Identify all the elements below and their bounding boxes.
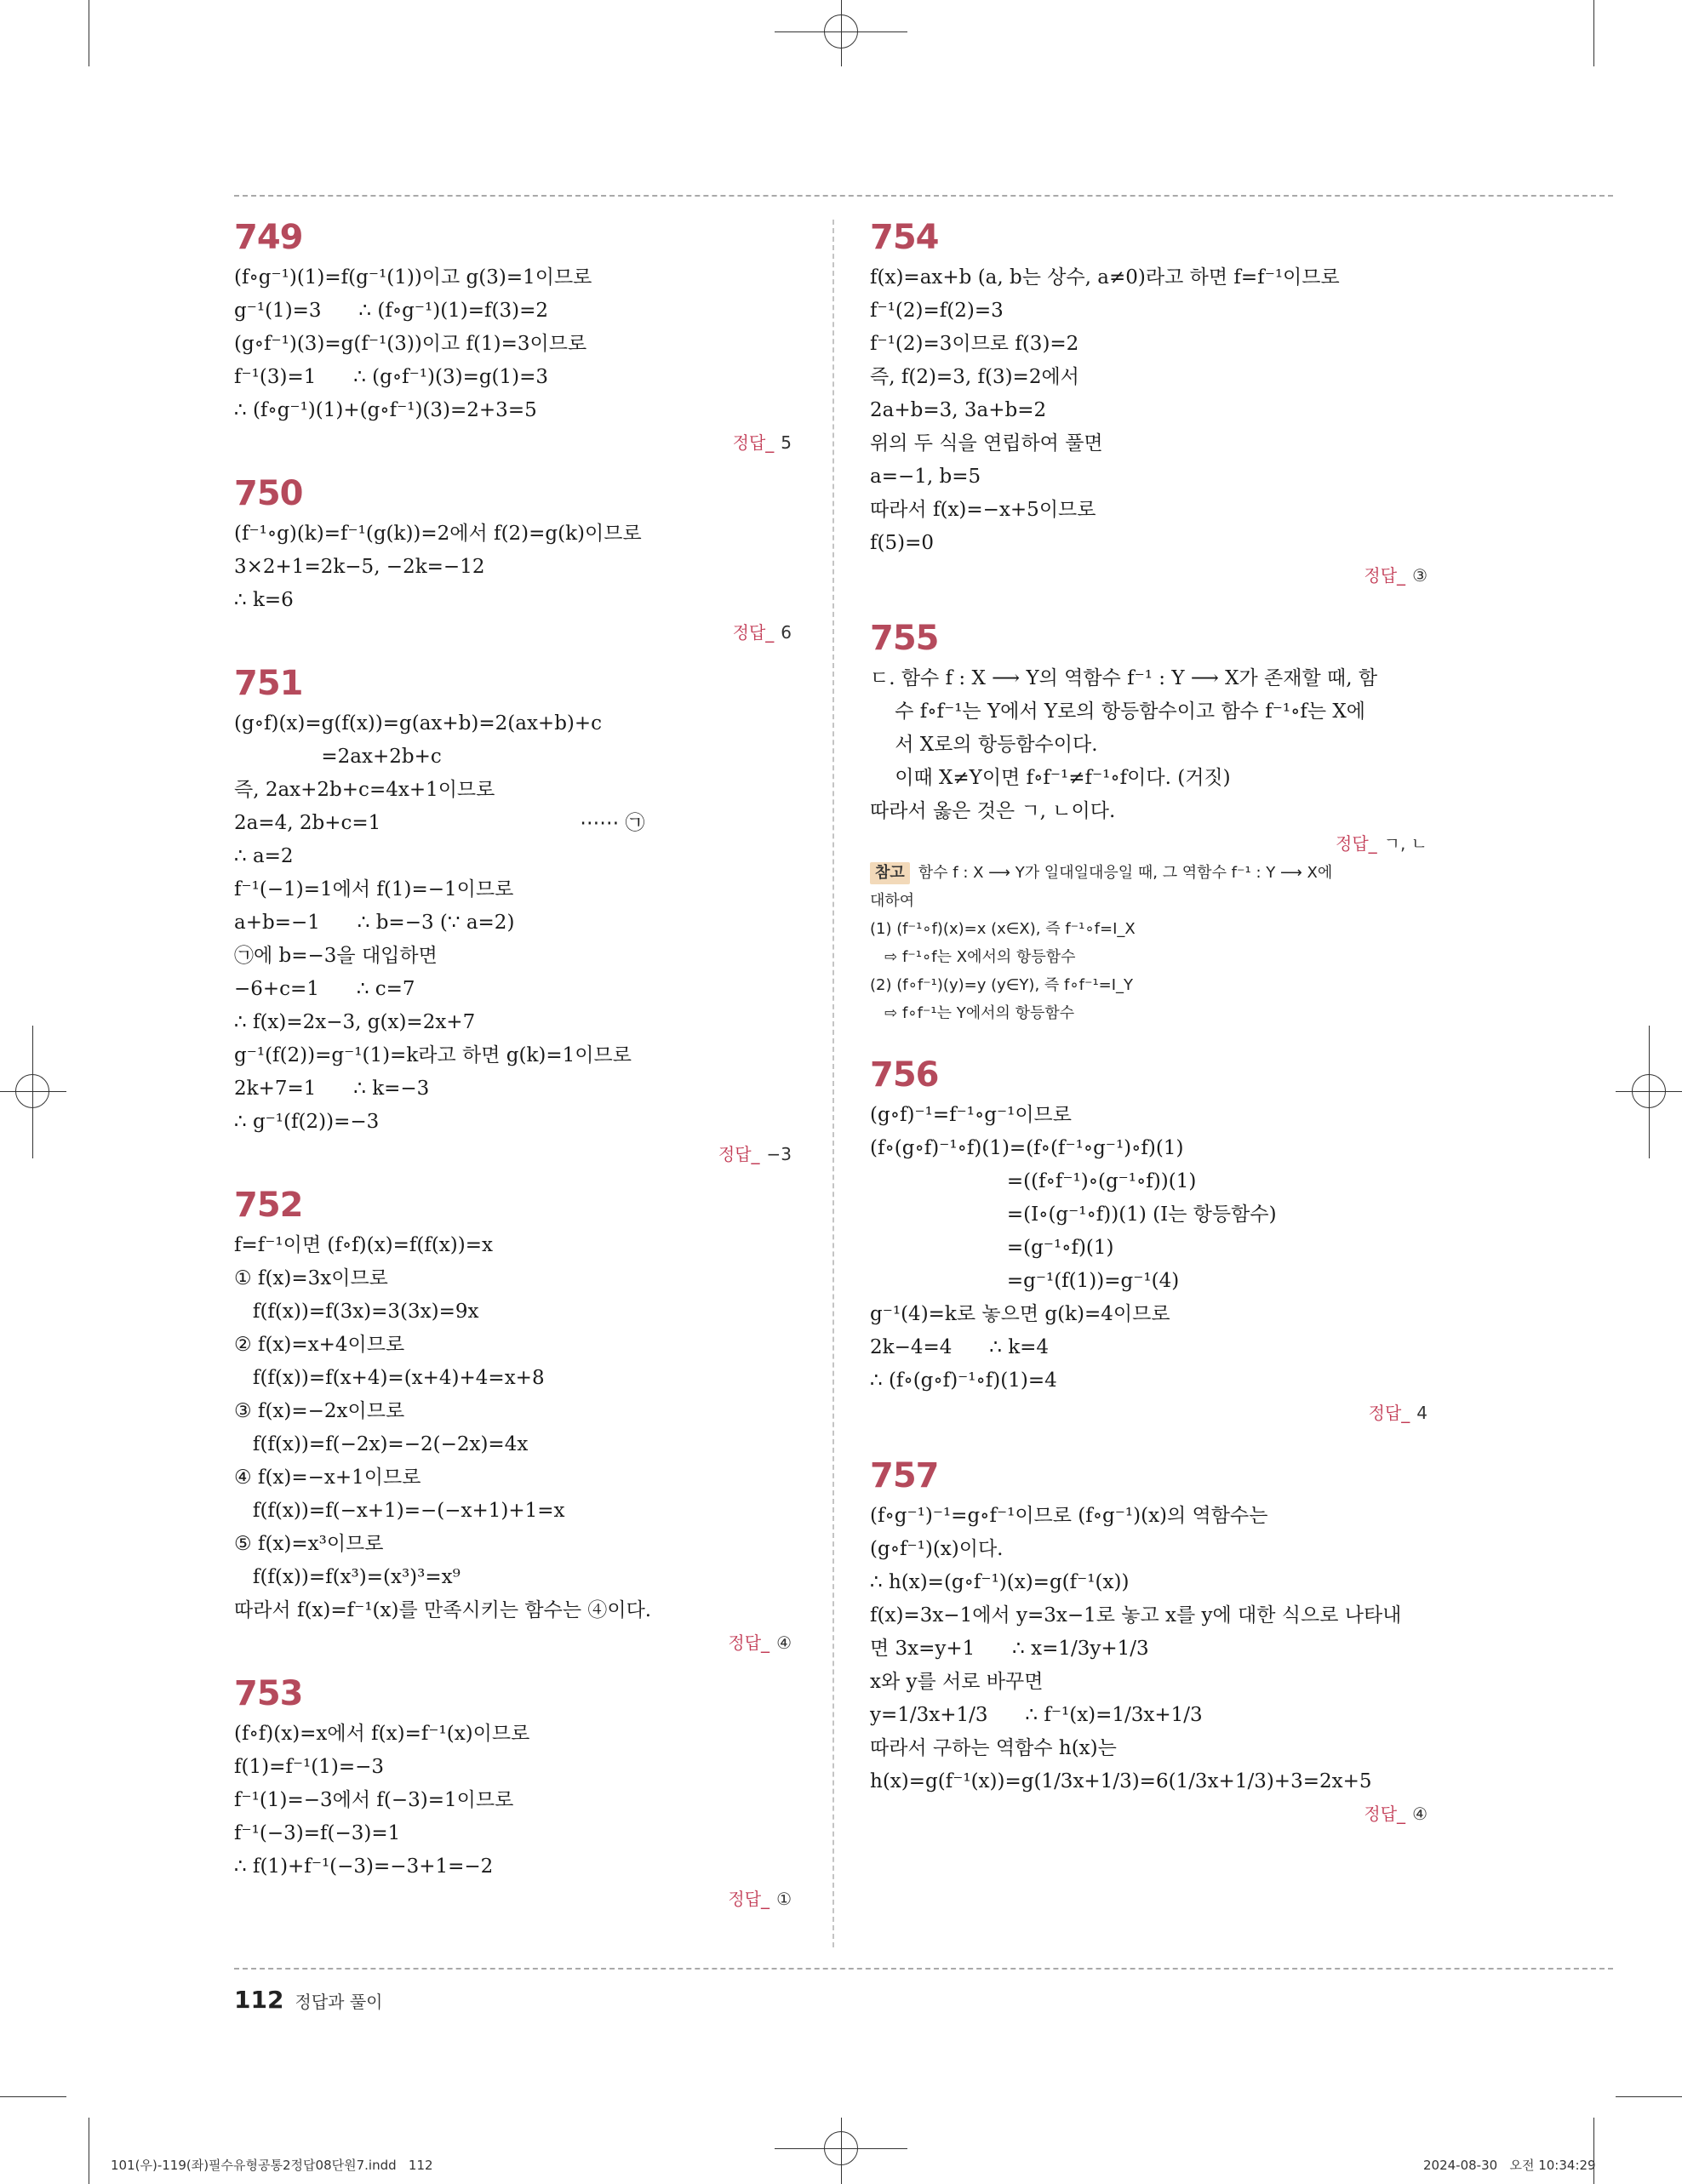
crop-mark bbox=[1593, 0, 1594, 66]
solution-line: ㄷ. 함수 f : X ⟶ Y의 역함수 f⁻¹ : Y ⟶ X가 존재할 때, 함 bbox=[870, 667, 1378, 689]
registration-mark bbox=[15, 1074, 49, 1108]
answer-prefix: 정답_ bbox=[1368, 1403, 1410, 1423]
solution-line: f⁻¹(2)=f(2)=3 bbox=[870, 300, 1004, 322]
problem-756 bbox=[870, 1051, 1427, 1428]
answer-label bbox=[870, 1798, 1427, 1829]
solution-line: (f∘(g∘f)⁻¹∘f)(1)=(f∘(f⁻¹∘g⁻¹)∘f)(1) bbox=[870, 1137, 1184, 1159]
right-column bbox=[870, 214, 1427, 1829]
solution-line: a+b=−1 ∴ b=−3 (∵ a=2) bbox=[234, 912, 515, 934]
solution-line: h(x)=g(f⁻¹(x))=g(1/3x+1/3)=6(1/3x+1/3)+3=2x+5 bbox=[870, 1770, 1372, 1792]
slug-timestamp: 2024-08-30 오전 10:34:29 bbox=[1423, 2158, 1596, 2173]
solution-line: (g∘f⁻¹)(3)=g(f⁻¹(3))이고 f(1)=3이므로 bbox=[234, 333, 587, 355]
solution-line: 즉, f(2)=3, f(3)=2에서 bbox=[870, 366, 1079, 388]
answer-prefix: 정답_ bbox=[728, 1632, 770, 1653]
solution-line: ② f(x)=x+4이므로 bbox=[234, 1334, 405, 1356]
solution-line: x와 y를 서로 바꾸면 bbox=[870, 1671, 1044, 1693]
solution-line: =(I∘(g⁻¹∘f))(1) (I는 항등함수) bbox=[870, 1203, 1277, 1226]
note-line: ⇨ f∘f⁻¹는 Y에서의 항등함수 bbox=[870, 1004, 1075, 1022]
solution-line: (f∘f)(x)=x에서 f(x)=f⁻¹(x)이므로 bbox=[234, 1723, 530, 1745]
problem-number: 755 bbox=[870, 619, 939, 658]
solution-line: (g∘f)⁻¹=f⁻¹∘g⁻¹이므로 bbox=[870, 1104, 1072, 1126]
solution-line: f⁻¹(3)=1 ∴ (g∘f⁻¹)(3)=g(1)=3 bbox=[234, 366, 549, 388]
problem-number: 752 bbox=[234, 1186, 303, 1225]
solution-line: ∴ k=6 bbox=[234, 589, 294, 611]
answer-prefix: 정답_ bbox=[732, 622, 775, 643]
solution-line: ⑤ f(x)=x³이므로 bbox=[234, 1533, 384, 1555]
column-divider bbox=[832, 220, 834, 1947]
registration-mark bbox=[1632, 1074, 1666, 1108]
answer-label bbox=[870, 828, 1427, 859]
solution-line: ③ f(x)=−2x이므로 bbox=[234, 1400, 405, 1422]
problem-number: 756 bbox=[870, 1055, 939, 1095]
answer-label bbox=[870, 560, 1427, 591]
solution-line: g⁻¹(4)=k로 놓으면 g(k)=4이므로 bbox=[870, 1303, 1170, 1325]
answer-value: 5 bbox=[781, 432, 792, 453]
top-rule bbox=[234, 195, 1613, 197]
problem-751 bbox=[234, 660, 792, 1169]
solution-line: 따라서 구하는 역함수 h(x)는 bbox=[870, 1737, 1117, 1759]
problem-753 bbox=[234, 1670, 792, 1914]
answer-prefix: 정답_ bbox=[1336, 833, 1377, 854]
answer-value: ④ bbox=[776, 1632, 792, 1653]
solution-line: ∴ f(x)=2x−3, g(x)=2x+7 bbox=[234, 1011, 476, 1033]
solution-line: f(f(x))=f(x³)=(x³)³=x⁹ bbox=[234, 1566, 461, 1588]
solution-line: ㉠에 b=−3을 대입하면 bbox=[234, 945, 438, 967]
page-number: 112 bbox=[234, 1986, 284, 2014]
answer-prefix: 정답_ bbox=[1364, 1804, 1406, 1824]
solution-line: ∴ (f∘(g∘f)⁻¹∘f)(1)=4 bbox=[870, 1369, 1057, 1392]
solution-line: f(f(x))=f(−2x)=−2(−2x)=4x bbox=[234, 1433, 529, 1455]
solution-line: f(f(x))=f(−x+1)=−(−x+1)+1=x bbox=[234, 1500, 565, 1522]
problem-755 bbox=[870, 615, 1427, 1027]
solution-line: ∴ h(x)=(g∘f⁻¹)(x)=g(f⁻¹(x)) bbox=[870, 1571, 1130, 1593]
problem-754 bbox=[870, 214, 1427, 591]
solution-line: f⁻¹(−1)=1에서 f(1)=−1이므로 bbox=[234, 878, 514, 900]
solution-line: 수 f∘f⁻¹는 Y에서 Y로의 항등함수이고 함수 f⁻¹∘f는 X에 bbox=[870, 700, 1365, 723]
problem-number: 757 bbox=[870, 1456, 939, 1495]
solution-line: f(x)=3x−1에서 y=3x−1로 놓고 x를 y에 대한 식으로 나타내 bbox=[870, 1604, 1402, 1627]
solution-line: ∴ a=2 bbox=[234, 845, 294, 867]
problem-757 bbox=[870, 1452, 1427, 1829]
solution-line: 따라서 f(x)=−x+5이므로 bbox=[870, 499, 1096, 521]
solution-line: ① f(x)=3x이므로 bbox=[234, 1267, 388, 1289]
solution-line: f(x)=ax+b (a, b는 상수, a≠0)라고 하면 f=f⁻¹이므로 bbox=[870, 266, 1340, 289]
solution-line: f=f⁻¹이면 (f∘f)(x)=f(f(x))=x bbox=[234, 1234, 493, 1256]
answer-value: ㄱ, ㄴ bbox=[1383, 833, 1427, 854]
solution-line: ∴ f(1)+f⁻¹(−3)=−3+1=−2 bbox=[234, 1855, 494, 1878]
note-line bbox=[870, 859, 1427, 887]
solution-line: a=−1, b=5 bbox=[870, 466, 981, 488]
solution-line: f⁻¹(−3)=f(−3)=1 bbox=[234, 1822, 401, 1844]
solution-line: ∴ g⁻¹(f(2))=−3 bbox=[234, 1111, 380, 1133]
slug-file: 101(우)-119(좌)필수유형공통2정답08단원7.indd 112 bbox=[111, 2158, 433, 2173]
answer-label bbox=[234, 1139, 792, 1169]
solution-line: (g∘f)(x)=g(f(x))=g(ax+b)=2(ax+b)+c bbox=[234, 712, 603, 735]
solution-line: =((f∘f⁻¹)∘(g⁻¹∘f))(1) bbox=[870, 1170, 1197, 1192]
solution-line: =2ax+2b+c bbox=[234, 746, 442, 768]
note-line: (1) (f⁻¹∘f)(x)=x (x∈X), 즉 f⁻¹∘f=I_X bbox=[870, 920, 1136, 938]
solution-line: ∴ (f∘g⁻¹)(1)+(g∘f⁻¹)(3)=2+3=5 bbox=[234, 399, 537, 421]
solution-line: f⁻¹(1)=−3에서 f(−3)=1이므로 bbox=[234, 1789, 514, 1811]
answer-value: 4 bbox=[1416, 1403, 1427, 1423]
solution-line: f(f(x))=f(x+4)=(x+4)+4=x+8 bbox=[234, 1367, 545, 1389]
problem-750 bbox=[234, 470, 792, 648]
solution-line: f(1)=f⁻¹(1)=−3 bbox=[234, 1756, 384, 1778]
problem-number: 750 bbox=[234, 474, 303, 513]
note-text: 함수 f : X ⟶ Y가 일대일대응일 때, 그 역함수 f⁻¹ : Y ⟶ X에 bbox=[918, 864, 1333, 882]
solution-line: ④ f(x)=−x+1이므로 bbox=[234, 1466, 421, 1489]
note-line: (2) (f∘f⁻¹)(y)=y (y∈Y), 즉 f∘f⁻¹=I_Y bbox=[870, 976, 1134, 994]
solution-line: =g⁻¹(f(1))=g⁻¹(4) bbox=[870, 1270, 1180, 1292]
registration-mark bbox=[824, 14, 858, 49]
answer-prefix: 정답_ bbox=[732, 432, 775, 453]
problem-number: 751 bbox=[234, 664, 303, 703]
answer-value: ① bbox=[776, 1889, 792, 1909]
solution-line: 면 3x=y+1 ∴ x=1/3y+1/3 bbox=[870, 1638, 1149, 1660]
answer-label bbox=[870, 1398, 1427, 1428]
crop-mark bbox=[0, 2096, 66, 2097]
solution-line: 3×2+1=2k−5, −2k=−12 bbox=[234, 556, 485, 578]
answer-label bbox=[234, 427, 792, 458]
solution-line: f(f(x))=f(3x)=3(3x)=9x bbox=[234, 1301, 479, 1323]
solution-line: (g∘f⁻¹)(x)이다. bbox=[870, 1538, 1004, 1560]
solution-line: 2k+7=1 ∴ k=−3 bbox=[234, 1078, 430, 1100]
answer-prefix: 정답_ bbox=[728, 1889, 770, 1909]
solution-line: =(g⁻¹∘f)(1) bbox=[870, 1237, 1114, 1259]
bottom-rule bbox=[234, 1968, 1613, 1970]
solution-line: g⁻¹(f(2))=g⁻¹(1)=k라고 하면 g(k)=1이므로 bbox=[234, 1044, 632, 1066]
problem-752 bbox=[234, 1181, 792, 1658]
solution-line: 2k−4=4 ∴ k=4 bbox=[870, 1336, 1050, 1358]
solution-line: 따라서 옳은 것은 ㄱ, ㄴ이다. bbox=[870, 800, 1116, 822]
note-line: ⇨ f⁻¹∘f는 X에서의 항등함수 bbox=[870, 948, 1076, 966]
solution-line: 서 X로의 항등함수이다. bbox=[870, 734, 1098, 756]
answer-label bbox=[234, 617, 792, 648]
answer-prefix: 정답_ bbox=[1364, 565, 1406, 586]
answer-value: ④ bbox=[1412, 1804, 1427, 1824]
solution-line: (f∘g⁻¹)(1)=f(g⁻¹(1))이고 g(3)=1이므로 bbox=[234, 266, 592, 289]
reference-note bbox=[870, 859, 1427, 1027]
registration-mark bbox=[824, 2131, 858, 2165]
solution-line: f(5)=0 bbox=[870, 532, 934, 554]
problem-number: 749 bbox=[234, 218, 303, 257]
problem-number: 754 bbox=[870, 218, 939, 257]
solution-line: 이때 X≠Y이면 f∘f⁻¹≠f⁻¹∘f이다. (거짓) bbox=[870, 767, 1231, 789]
solution-line: y=1/3x+1/3 ∴ f⁻¹(x)=1/3x+1/3 bbox=[870, 1704, 1203, 1726]
crop-mark bbox=[1616, 2096, 1682, 2097]
solution-line: f⁻¹(2)=3이므로 f(3)=2 bbox=[870, 333, 1079, 355]
answer-value: 6 bbox=[781, 622, 792, 643]
solution-line: 위의 두 식을 연립하여 풀면 bbox=[870, 432, 1103, 455]
answer-value: −3 bbox=[766, 1144, 792, 1164]
solution-line: −6+c=1 ∴ c=7 bbox=[234, 978, 415, 1000]
solution-line: (f∘g⁻¹)⁻¹=g∘f⁻¹이므로 (f∘g⁻¹)(x)의 역함수는 bbox=[870, 1505, 1268, 1527]
note-line: 대하여 bbox=[870, 892, 915, 910]
answer-prefix: 정답_ bbox=[718, 1144, 760, 1164]
solution-line: g⁻¹(1)=3 ∴ (f∘g⁻¹)(1)=f(3)=2 bbox=[234, 300, 549, 322]
solution-line: 2a=4, 2b+c=1 ⋯⋯ ㉠ bbox=[234, 812, 645, 834]
note-tag: 참고 bbox=[870, 862, 910, 884]
solution-line: 따라서 f(x)=f⁻¹(x)를 만족시키는 함수는 ④이다. bbox=[234, 1599, 652, 1621]
left-column bbox=[234, 214, 792, 1914]
solution-line: 2a+b=3, 3a+b=2 bbox=[870, 399, 1047, 421]
answer-label bbox=[234, 1884, 792, 1914]
footer-label: 정답과 풀이 bbox=[295, 1992, 383, 2012]
solution-line: 즉, 2ax+2b+c=4x+1이므로 bbox=[234, 779, 495, 801]
crop-mark bbox=[1593, 2118, 1594, 2184]
problem-749 bbox=[234, 214, 792, 458]
problem-number: 753 bbox=[234, 1674, 303, 1713]
page-footer bbox=[234, 1983, 383, 2017]
answer-label bbox=[234, 1627, 792, 1658]
answer-value: ③ bbox=[1412, 565, 1427, 586]
solution-line: (f⁻¹∘g)(k)=f⁻¹(g(k))=2에서 f(2)=g(k)이므로 bbox=[234, 523, 642, 545]
